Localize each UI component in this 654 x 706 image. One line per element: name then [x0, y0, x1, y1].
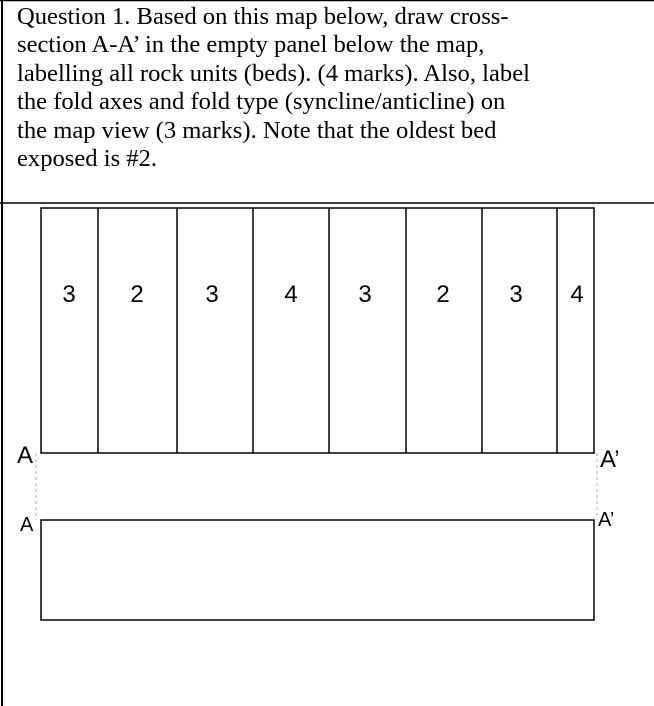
geological-map: [41, 208, 594, 453]
bed-label-3: 3: [205, 281, 219, 308]
cross-section-panel[interactable]: [41, 520, 594, 620]
question-line-4: the fold axes and fold type (syncline/anticline) on: [17, 88, 506, 116]
question-line-2: section A-A’ in the empty panel below the map,: [17, 31, 485, 59]
bed-label-8: 4: [570, 281, 584, 308]
map-frame: [41, 208, 594, 453]
question-line-6: exposed is #2.: [17, 145, 158, 173]
question-line-5: the map view (3 marks). Note that the oldest bed: [17, 116, 497, 144]
question-line-3: labelling all rock units (beds). (4 marks). Also, label: [17, 59, 530, 87]
bed-label-5: 3: [358, 281, 372, 308]
question-line-1: Question 1. Based on this map below, draw cross-: [17, 3, 509, 30]
panel-end-label: A’: [598, 509, 615, 531]
bed-label-2: 2: [130, 281, 144, 308]
panel-start-label: A: [20, 514, 34, 536]
section-end-label: A’: [600, 446, 620, 473]
bed-label-7: 3: [509, 281, 523, 308]
section-start-label: A: [17, 442, 34, 469]
bed-label-4: 4: [284, 281, 298, 308]
bed-label-6: 2: [436, 281, 450, 308]
bed-label-1: 3: [62, 281, 76, 308]
